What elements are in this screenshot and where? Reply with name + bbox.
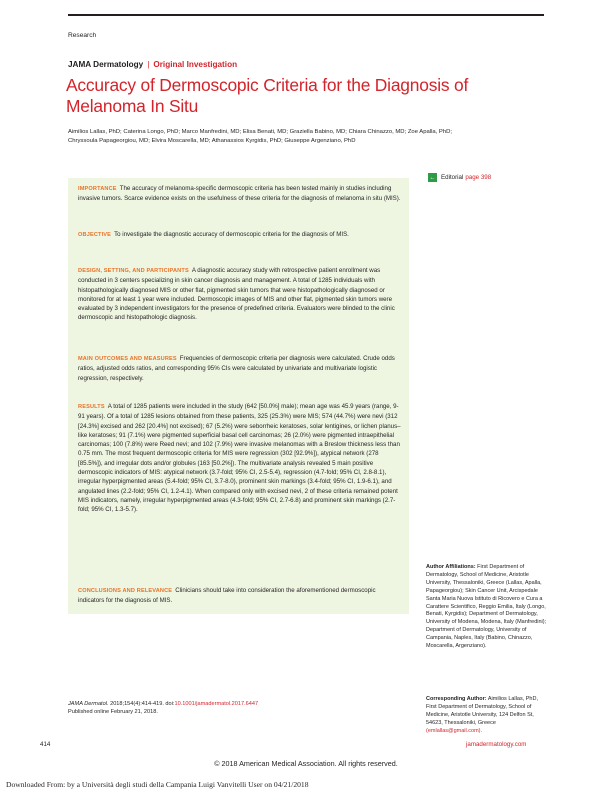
top-rule	[68, 14, 544, 16]
abstract-heading: MAIN OUTCOMES AND MEASURES	[78, 356, 177, 362]
abstract-text: To investigate the diagnostic accuracy of dermoscopic criteria for the diagnosis of MIS.	[114, 231, 349, 238]
journal-name: JAMA Dermatology	[68, 60, 144, 69]
section-tag: Research	[68, 32, 97, 39]
abstract-conclusions	[78, 586, 401, 606]
abstract-text: Frequencies of dermoscopic criteria per diagnosis were calculated. Crude odds ratios, adjusted odds ratios, and corresponding 95% CIs were calculated by univariate and multivariate logistic regression, respectively.	[78, 355, 395, 382]
abstract-heading: RESULTS	[78, 404, 105, 410]
abstract-importance	[78, 184, 401, 204]
citation-journal: JAMA Dermatol.	[68, 701, 109, 707]
abstract-text: A total of 1285 patients were included in the study (642 [50.0%] male); mean age was 45.9 years (range, 9-91 years). Of a total of 1285 lesions obtained from these patients, 325 (25.3%) were MIS; 574 (44.7%) were nevi (312 [24.3%] excised and 262 [20.4%] not excised); 67 (5.2%) were seborrheic keratoses, solar lentigines, or lichen planus–like keratoses; 91 (7.1%) were pigmented superficial basal cell carcinomas; 26 (2.0%) were pigmented intraepithelial carcinomas; 100 (7.8%) were Reed nevi; and 102 (7.9%) were invasive melanomas with a Breslow thickness less than 0.75 mm. The most frequent dermoscopic criteria for MIS were regression (302 [92.9%]), atypical network (278 [85.5%]), and irregular dots and/or globules (163 [50.2%]). The multivariate analysis revealed 5 main positive dermoscopic indicators of MIS: atypical network (3.7-fold; 95% CI, 2.5-5.4), regression (4.7-fold; 95% CI, 2.8-8.1), irregular hyperpigmented areas (5.4-fold; 95% CI, 3.7-8.0), prominent skin markings (3.4-fold; 95% CI, 1.9-6.1), and angulated lines (2.2-fold; 95% CI, 1.2-4.1). When compared only with excised nevi, 2 of these criteria remained potent MIS indicators, namely, irregular hyperpigmented areas (4.3-fold; 95% CI, 2.7-6.8) and prominent skin markings (2.7-fold; 95% CI, 1.3-5.7).	[78, 403, 401, 514]
journal-separator: |	[147, 60, 150, 69]
editorial-link[interactable]	[428, 173, 491, 182]
arrow-left-icon: ←	[429, 174, 436, 181]
citation-doi[interactable]: 10.1001/jamadermatol.2017.6447	[174, 701, 259, 707]
corresponding-author	[426, 696, 548, 736]
citation	[68, 700, 408, 716]
citation-details: 2018;154(4):414-419. doi:	[110, 701, 175, 707]
journal-line	[68, 60, 237, 69]
affiliations-label: Author Affiliations:	[426, 564, 476, 570]
abstract-results	[78, 402, 401, 515]
copyright-notice: © 2018 American Medical Association. All rights reserved.	[214, 759, 398, 768]
abstract-heading: CONCLUSIONS AND RELEVANCE	[78, 588, 173, 594]
article-type: Original Investigation	[153, 60, 238, 69]
download-notice: Downloaded From: by a Università degli studi della Campania Luigi Vanvitelli User on 04/21/2018	[6, 780, 309, 789]
affiliations-text: First Department of Dermatology, School of Medicine, Aristotle University, Thessaloniki, Greece (Lallas, Apalla, Papageorgiou); Skin Cancer Unit, Arcispedale Santa Maria Nuova Istituto di Ricovero e Cura a Carattere Scientifico, Reggio Emilia, Italy (Longo, Benati, Kyrgidis); Department of Dermatology, University of Modena, Modena, Italy (Manfredini); Department of Dermatology, University of Campania, Naples, Italy (Babino, Chinazzo, Moscarella, Argenziano).	[426, 564, 547, 650]
editorial-label: Editorial	[441, 174, 464, 181]
article-title: Accuracy of Dermoscopic Criteria for the Diagnosis of Melanoma In Situ	[66, 75, 469, 116]
abstract-outcomes	[78, 354, 401, 383]
author-affiliations	[426, 564, 548, 651]
abstract-heading: DESIGN, SETTING, AND PARTICIPANTS	[78, 268, 189, 274]
author-list: Aimilios Lallas, PhD; Caterina Longo, PhD; Marco Manfredini, MD; Elisa Benati, MD; Graziella Babino, MD; Chiara Chinazzo, MD; Zoe Apalla, PhD; Chryssoula Papageorgiou, MD; Elvira Moscarella, MD; Athanassios Kyrgidis, PhD; Giuseppe Argenziano, PhD	[68, 129, 453, 144]
abstract-text: A diagnostic accuracy study with retrospective patient enrollment was conducted in 3 centers specializing in skin cancer diagnosis and management. A total of 1285 individuals with histopathologically diagnosed MIS or other flat, pigmented skin tumors that were histopathologically diagnosed or monitored for at least 1 year were included. Dermoscopic images of MIS and other flat, pigmented skin tumors were evaluated by 3 independent investigators for the presence of predefined criteria. Evaluators were blinded to the clinic dermoscopic and histopathologic diagnosis.	[78, 267, 395, 322]
page-number: 414	[40, 741, 51, 748]
abstract-text: The accuracy of melanoma-specific dermoscopic criteria has been tested mainly in studies including invasive tumors. Scarce evidence exists on the usefulness of these criteria for the diagnosis of melanoma in situ (MIS).	[78, 185, 401, 203]
corresponding-email[interactable]: (emlallas@gmail.com).	[426, 727, 483, 734]
citation-published: Published online February 21, 2018.	[68, 709, 158, 715]
abstract-heading: IMPORTANCE	[78, 186, 117, 192]
abstract-heading: OBJECTIVE	[78, 232, 112, 238]
abstract-design	[78, 266, 401, 323]
editorial-page-ref[interactable]: page 398	[465, 174, 492, 181]
corresponding-label: Corresponding Author:	[426, 696, 487, 702]
website-link[interactable]: jamadermatology.com	[466, 741, 527, 748]
abstract-box	[68, 178, 409, 614]
abstract-objective	[78, 230, 401, 240]
corresponding-text: Aimilios Lallas, PhD, First Department of Dermatology, School of Medicine, Aristotle University, 124 Delfon St, 54623, Thessaloniki, Greece	[426, 696, 538, 726]
abstract-text: Clinicians should take into consideration the aforementioned dermoscopic indicators for the diagnosis of MIS.	[78, 587, 376, 605]
